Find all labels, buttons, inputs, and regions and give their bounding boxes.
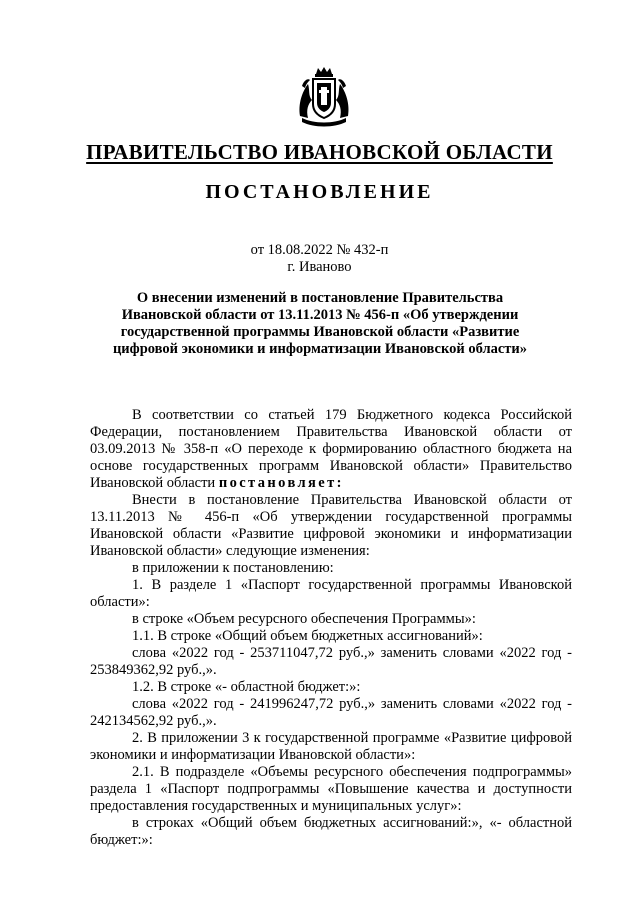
paragraph-10: 2.1. В подразделе «Объемы ресурсного обеспечения подпрограммы» раздела 1 «Паспорт подпрограммы «Повышение качества и доступности предоставления государственных и муниципальных услуг»:	[90, 764, 572, 814]
document-body	[90, 407, 572, 849]
date-number: от 18.08.2022 № 432-п	[250, 242, 389, 258]
paragraph-3: 1. В разделе 1 «Паспорт государственной программы Ивановской области»:	[90, 577, 572, 610]
preamble-text: В соответствии со статьей 179 Бюджетного кодекса Российской Федерации, постановлением Правительства Ивановской области от 03.09.2013 № 358-п «О переходе к формированию областного бюджета на основе государственных программ Ивановской области» Правительство Ивановской области	[90, 407, 572, 491]
paragraph-6: слова «2022 год - 253711047,72 руб.,» заменить словами «2022 год - 253849362,92 руб.,».	[90, 645, 572, 678]
paragraph-8: слова «2022 год - 241996247,72 руб.,» заменить словами «2022 год - 242134562,92 руб.,».	[90, 696, 572, 729]
preamble-paragraph	[90, 407, 572, 492]
document-type: ПОСТАНОВЛЕНИЕ	[205, 181, 434, 203]
paragraph-1: Внести в постановление Правительства Ивановской области от 13.11.2013 № 456-п «Об утверждении государственной программы Ивановской области «Развитие цифровой экономики и информатизации Ивановской области» следующие изменения:	[90, 492, 572, 559]
city: г. Иваново	[287, 259, 352, 275]
paragraph-11: в строках «Общий объем бюджетных ассигнований:», «- областной бюджет:»:	[90, 815, 572, 848]
document-title: О внесении изменений в постановление Правительства Ивановской области от 13.11.2013 № 456-п «Об утверждении государственной программы Ивановской области «Развитие цифровой экономики и информатизации Ивановской области»	[112, 290, 528, 357]
organization-name: ПРАВИТЕЛЬСТВО ИВАНОВСКОЙ ОБЛАСТИ	[86, 140, 553, 164]
date-block	[0, 242, 639, 276]
coat-of-arms-icon	[296, 66, 352, 128]
paragraph-5: 1.1. В строке «Общий объем бюджетных ассигнований»:	[132, 628, 483, 644]
paragraph-4: в строке «Объем ресурсного обеспечения Программы»:	[132, 611, 476, 627]
resolves-word: постановляет:	[218, 475, 344, 491]
paragraph-2: в приложении к постановлению:	[132, 560, 334, 576]
paragraph-9: 2. В приложении 3 к государственной программе «Развитие цифровой экономики и информатизации Ивановской области»:	[90, 730, 572, 763]
paragraph-7: 1.2. В строке «- областной бюджет:»:	[132, 679, 361, 695]
